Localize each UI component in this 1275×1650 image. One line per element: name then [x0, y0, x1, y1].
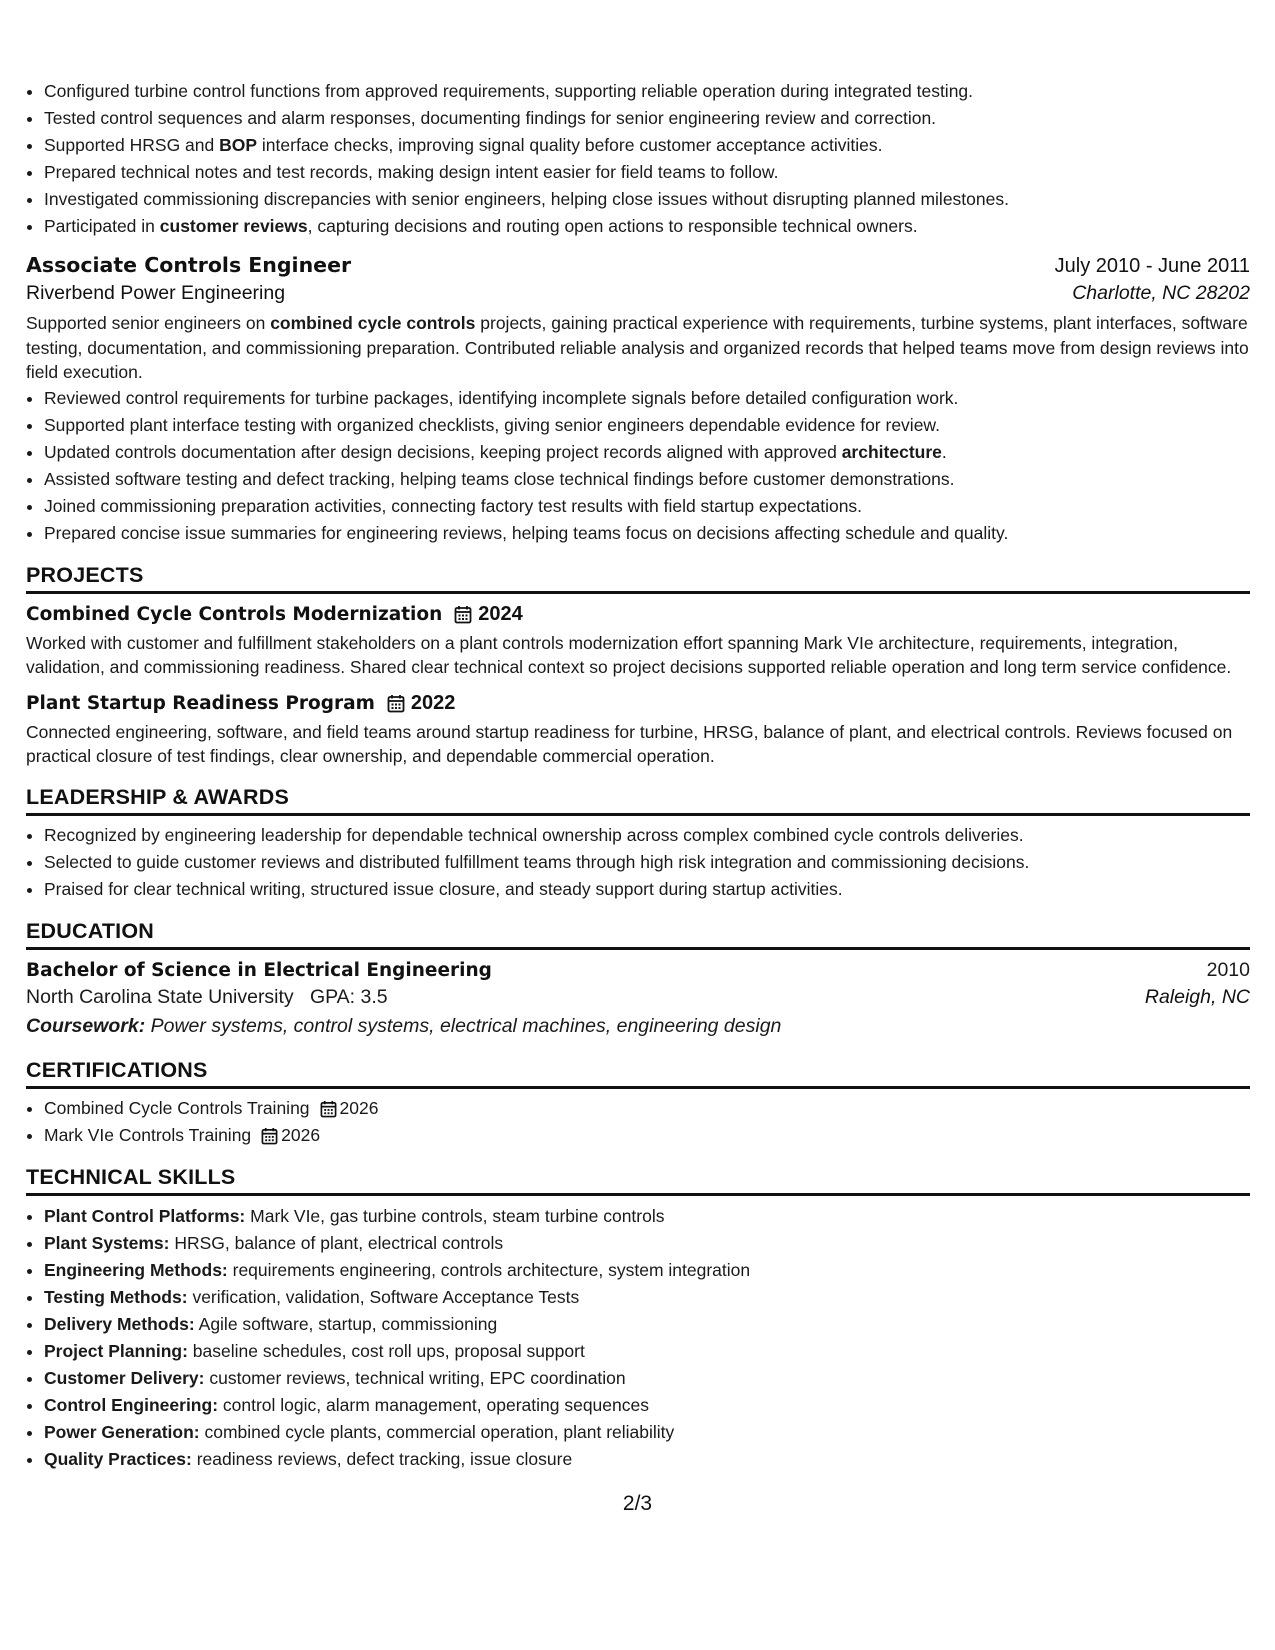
calendar-icon	[387, 694, 405, 713]
calendar-icon	[454, 605, 472, 624]
leadership-list	[26, 822, 1250, 903]
project-description: Worked with customer and fulfillment stakeholders on a plant controls modernization effort spanning Mark VIe architecture, requirements, integration, validation, and commissioning readiness. Shared clear technical context so project decisions supported reliable operation and long term service confidence.	[26, 632, 1232, 677]
certification-name: Combined Cycle Controls Training	[44, 1097, 310, 1118]
certifications-section	[26, 1058, 1250, 1149]
graduation-year: 2010	[1206, 958, 1250, 981]
education-section	[26, 919, 1250, 1038]
list-item: • Quality Practices: readiness reviews, defect tracking, issue closure	[44, 1446, 1250, 1473]
coursework	[26, 1015, 1250, 1038]
list-item: • Updated controls documentation after design decisions, keeping project records aligned with approved architecture.	[44, 439, 1250, 466]
calendar-icon	[320, 1100, 337, 1118]
list-item: • Plant Control Platforms: Mark VIe, gas turbine controls, steam turbine controls	[44, 1203, 1250, 1230]
skills-section	[26, 1165, 1250, 1473]
list-item: • Prepared concise issue summaries for engineering reviews, helping teams focus on decisions affecting schedule and quality.	[44, 520, 1250, 547]
certifications-list	[26, 1095, 1250, 1149]
certification-name: Mark VIe Controls Training	[44, 1124, 252, 1145]
project-description: Connected engineering, software, and field teams around startup readiness for turbine, HRSG, balance of plant, and electrical controls. Reviews focused on practical closure of test findings, clear ownership, and dependable commercial operation.	[26, 721, 1233, 766]
role-title: Associate Controls Engineer	[26, 253, 352, 277]
list-item: • Control Engineering: control logic, alarm management, operating sequences	[44, 1392, 1250, 1419]
role-location: Charlotte, NC 28202	[1072, 282, 1250, 304]
project-year: 2024	[478, 602, 523, 625]
list-item: • Engineering Methods: requirements engineering, controls architecture, system integration	[44, 1257, 1250, 1284]
certification-year: 2026	[339, 1097, 379, 1118]
section-heading-skills: TECHNICAL SKILLS	[26, 1165, 1250, 1196]
list-item: • Project Planning: baseline schedules, cost roll ups, proposal support	[44, 1338, 1250, 1365]
list-item	[44, 1122, 1250, 1149]
leadership-section	[26, 785, 1250, 903]
list-item: • Testing Methods: verification, validation, Software Acceptance Tests	[44, 1284, 1250, 1311]
list-item: • Tested control sequences and alarm responses, documenting findings for senior engineering review and correction.	[44, 105, 1250, 132]
project-entry	[26, 603, 1250, 680]
list-item: • Supported plant interface testing with organized checklists, giving senior engineers dependable evidence for review.	[44, 412, 1250, 439]
list-item: • Assisted software testing and defect tracking, helping teams close technical findings before customer demonstrations.	[44, 466, 1250, 493]
list-item: • Recognized by engineering leadership for dependable technical ownership across complex combined cycle controls deliveries.	[44, 822, 1250, 849]
role-dates: July 2010 - June 2011	[1054, 255, 1250, 277]
coursework-label: Coursework:	[26, 1014, 146, 1037]
projects-section	[26, 563, 1250, 769]
section-heading-education: EDUCATION	[26, 919, 1250, 950]
project-entry	[26, 692, 1250, 769]
list-item: • Investigated commissioning discrepancies with senior engineers, helping close issues without disrupting planned milestones.	[44, 186, 1250, 213]
role-entry	[26, 253, 1250, 547]
list-item: • Joined commissioning preparation activities, connecting factory test results with field startup expectations.	[44, 493, 1250, 520]
list-item: • Prepared technical notes and test records, making design intent easier for field teams to follow.	[44, 159, 1250, 186]
role-company: Riverbend Power Engineering	[26, 282, 286, 304]
list-item	[44, 1095, 1250, 1122]
previous-role-bullets	[26, 78, 1250, 240]
list-item: • Delivery Methods: Agile software, startup, commissioning	[44, 1311, 1250, 1338]
school-line	[26, 986, 388, 1009]
section-heading-projects: PROJECTS	[26, 563, 1250, 594]
school-name: North Carolina State University	[26, 985, 294, 1008]
project-title: Plant Startup Readiness Program	[26, 692, 375, 714]
project-title: Combined Cycle Controls Modernization	[26, 603, 443, 625]
role-summary: Supported senior engineers on combined cycle controls projects, gaining practical experience with requirements, turbine systems, plant interfaces, software testing, documentation, and commissioning preparation. Contributed reliable analysis and organized records that helped teams move from design reviews into field execution.	[26, 313, 1249, 382]
coursework-list: Power systems, control systems, electrical machines, engineering design	[150, 1014, 782, 1037]
role-bullets	[26, 385, 1250, 547]
list-item: • Participated in customer reviews, capturing decisions and routing open actions to responsible technical owners.	[44, 213, 1250, 240]
calendar-icon	[261, 1127, 278, 1145]
degree-title: Bachelor of Science in Electrical Engineering	[26, 959, 492, 981]
page-number: 2/3	[622, 1492, 653, 1515]
section-heading-leadership: LEADERSHIP & AWARDS	[26, 785, 1250, 816]
school-location: Raleigh, NC	[1144, 985, 1250, 1008]
list-item: • Reviewed control requirements for turbine packages, identifying incomplete signals before detailed configuration work.	[44, 385, 1250, 412]
list-item: • Power Generation: combined cycle plants, commercial operation, plant reliability	[44, 1419, 1250, 1446]
list-item: • Plant Systems: HRSG, balance of plant, electrical controls	[44, 1230, 1250, 1257]
skills-list	[26, 1203, 1250, 1473]
list-item: • Selected to guide customer reviews and distributed fulfillment teams through high risk integration and commissioning decisions.	[44, 849, 1250, 876]
resume-page	[26, 78, 1250, 1473]
list-item: • Praised for clear technical writing, structured issue closure, and steady support during startup activities.	[44, 876, 1250, 903]
certification-year: 2026	[281, 1124, 321, 1145]
gpa: GPA: 3.5	[309, 985, 388, 1008]
list-item: • Configured turbine control functions from approved requirements, supporting reliable operation during integrated testing.	[44, 78, 1250, 105]
list-item: • Customer Delivery: customer reviews, technical writing, EPC coordination	[44, 1365, 1250, 1392]
project-year: 2022	[410, 691, 456, 714]
list-item: • Supported HRSG and BOP interface checks, improving signal quality before customer acceptance activities.	[44, 132, 1250, 159]
section-heading-certifications: CERTIFICATIONS	[26, 1058, 1250, 1089]
